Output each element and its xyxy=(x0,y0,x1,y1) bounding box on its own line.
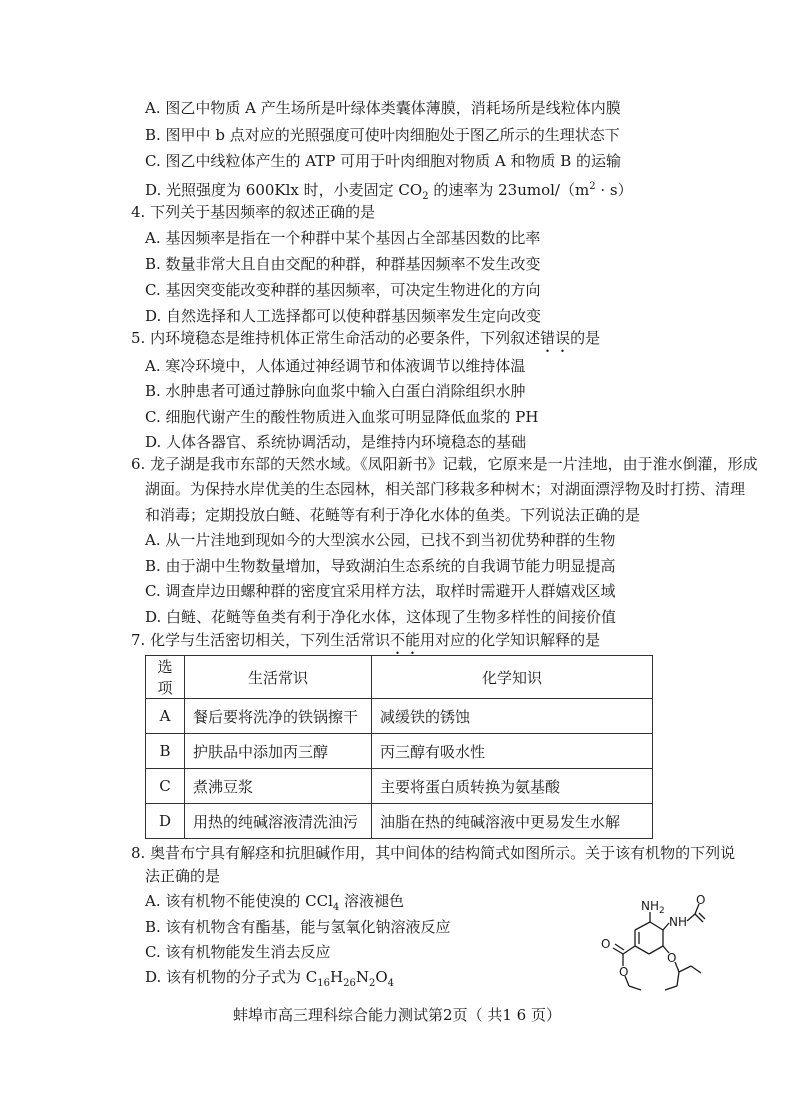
table-row xyxy=(146,769,653,804)
q8-a-text2: 溶液褪色 xyxy=(339,892,405,910)
mol-o-ester-label: O xyxy=(619,965,629,979)
q3-d-sub: 2 xyxy=(422,191,429,202)
q7-header-option: 选项 xyxy=(146,656,185,699)
q8-option-a xyxy=(145,891,404,918)
q5-option-d: D. 人体各器官、系统协调活动，是维持内环境稳态的基础 xyxy=(145,433,527,451)
q7-cell-option: C xyxy=(146,769,185,804)
q7-stem-text1: 7. 化学与生活密切相关，下列生活常识 xyxy=(131,631,391,649)
q4-option-d: D. 自然选择和人工选择都可以使种群基因频率发生定向改变 xyxy=(145,307,542,325)
q8-d-n: N xyxy=(355,968,369,986)
q8-stem-line1: 8. 奥昔布宁具有解痉和抗胆碱作用，其中间体的结构简式如图所示。关于该有机物的下列说 xyxy=(131,844,736,862)
q3-d-text1: D. 光照强度为 600Klx 时，小麦固定 CO xyxy=(145,181,423,199)
q4-option-b: B. 数量非常大且自由交配的种群，种群基因频率不发生改变 xyxy=(145,255,541,273)
q7-table-header xyxy=(146,656,653,699)
q8-d-sub4: 4 xyxy=(387,978,395,989)
q7-cell-chem: 丙三醇有吸水性 xyxy=(372,734,653,769)
q7-header-life: 生活常识 xyxy=(185,656,372,699)
q7-cell-chem: 主要将蛋白质转换为氨基酸 xyxy=(372,769,653,804)
q5-stem xyxy=(131,328,600,356)
q6-stem-line3: 和消毒；定期投放白鲢、花鲢等有利于净化水体的鱼类。下列说法正确的是 xyxy=(145,506,641,524)
q7-stem xyxy=(131,630,600,658)
mol-o-ester-carbonyl-label: O xyxy=(601,937,611,951)
mol-nh2-sub: 2 xyxy=(659,906,665,916)
q7-cell-option: B xyxy=(146,734,185,769)
q8-d-o: O xyxy=(375,968,388,986)
q8-d-h: H xyxy=(330,968,344,986)
q5-stem-text1: 5. 内环境稳态是维持机体正常生命活动的必要条件，下列叙述 xyxy=(131,329,541,347)
q8-option-d xyxy=(145,967,394,994)
table-row xyxy=(146,734,653,769)
q4-stem: 4. 下列关于基因频率的叙述正确的是 xyxy=(131,203,376,221)
q6-option-b: B. 由于湖中生物数量增加，导致湖泊生态系统的自我调节能力明显提高 xyxy=(145,557,616,575)
molecule-structure xyxy=(595,890,720,1000)
q8-d-text: D. 该有机物的分子式为 C xyxy=(145,968,318,986)
q7-cell-option: D xyxy=(146,804,185,839)
q6-option-c: C. 调查岸边田螺种群的密度宜采用样方法，取样时需避开人群嬉戏区域 xyxy=(145,582,616,600)
q8-option-b: B. 该有机物含有酯基，能与氢氧化钠溶液反应 xyxy=(145,918,451,936)
q5-option-c: C. 细胞代谢产生的酸性物质进入血浆可明显降低血浆的 PH xyxy=(145,408,539,426)
q6-stem-line2: 湖面。为保持水岸优美的生态园林，相关部门移栽多种树木；对湖面漂浮物及时打捞、清理 xyxy=(145,480,746,498)
q8-d-sub2: 26 xyxy=(343,978,356,989)
q7-cell-life: 护肤品中添加丙三醇 xyxy=(185,734,372,769)
q8-d-sub3: 2 xyxy=(368,978,376,989)
q7-cell-life: 餐后要将洗净的铁锅擦干 xyxy=(185,699,372,734)
q8-stem-line2: 法正确的是 xyxy=(145,867,221,885)
q8-option-c: C. 该有机物能发生消去反应 xyxy=(145,943,331,961)
q7-cell-chem: 减缓铁的锈蚀 xyxy=(372,699,653,734)
table-row xyxy=(146,699,653,734)
q6-option-d: D. 白鲢、花鲢等鱼类有利于净化水体，这体现了生物多样性的间接价值 xyxy=(145,608,617,626)
mol-nh2-text: NH xyxy=(641,899,659,913)
q8-d-sub1: 16 xyxy=(317,978,331,989)
mol-o-carbonyl-label: O xyxy=(696,893,706,907)
q7-cell-life: 用热的纯碱溶液清洗油污 xyxy=(185,804,372,839)
q7-cell-life: 煮沸豆浆 xyxy=(185,769,372,804)
table-row xyxy=(146,804,653,839)
q3-d-text3: · s） xyxy=(595,181,633,199)
q5-stem-text2: 的是 xyxy=(570,329,601,347)
q4-option-c: C. 基因突变能改变种群的基因频率，可决定生物进化的方向 xyxy=(145,281,541,299)
q7-table xyxy=(145,655,653,839)
q5-stem-emphasis: 错误 xyxy=(540,329,571,347)
q6-option-a: A. 从一片洼地到现如今的大型滨水公园，已找不到当初优势种群的生物 xyxy=(145,531,616,549)
q3-d-text2: 的速率为 23umol/（m xyxy=(428,181,590,199)
q6-stem-line1: 6. 龙子湖是我市东部的天然水域。《凤阳新书》记载，它原来是一片洼地，由于淮水倒灌，形成 xyxy=(131,455,758,473)
mol-nh-label: NH xyxy=(669,915,687,929)
q8-a-text1: A. 该有机物不能使溴的 CCl xyxy=(145,892,333,910)
q7-stem-text2: 用对应的化学知识解释的是 xyxy=(420,631,601,649)
q8-a-sub: 4 xyxy=(332,902,340,913)
q3-option-c: C. 图乙中线粒体产生的 ATP 可用于叶肉细胞对物质 A 和物质 B 的运输 xyxy=(145,152,622,170)
q7-cell-chem: 油脂在热的纯碱溶液中更易发生水解 xyxy=(372,804,653,839)
q5-option-a: A. 寒冷环境中，人体通过神经调节和体液调节以维持体温 xyxy=(145,357,526,375)
q7-header-chem: 化学知识 xyxy=(372,656,653,699)
q4-option-a: A. 基因频率是指在一个种群中某个基因占全部基因数的比率 xyxy=(145,229,541,247)
q7-cell-option: A xyxy=(146,699,185,734)
mol-nh2-label xyxy=(641,899,665,916)
q3-option-b: B. 图甲中 b 点对应的光照强度可使叶肉细胞处于图乙所示的生理状态下 xyxy=(145,126,620,144)
q5-option-b: B. 水肿患者可通过静脉向血浆中输入白蛋白消除组织水肿 xyxy=(145,382,526,400)
mol-o-ether-label: O xyxy=(667,951,677,965)
q3-option-a: A. 图乙中物质 A 产生场所是叶绿体类囊体薄膜，消耗场所是线粒体内膜 xyxy=(145,99,621,117)
q7-stem-emphasis: 不能 xyxy=(390,631,421,649)
page-footer: 蚌埠市高三理科综合能力测试第2页（ 共1 6 页） xyxy=(233,1006,561,1024)
q3-d-sup: 2 xyxy=(589,181,596,192)
